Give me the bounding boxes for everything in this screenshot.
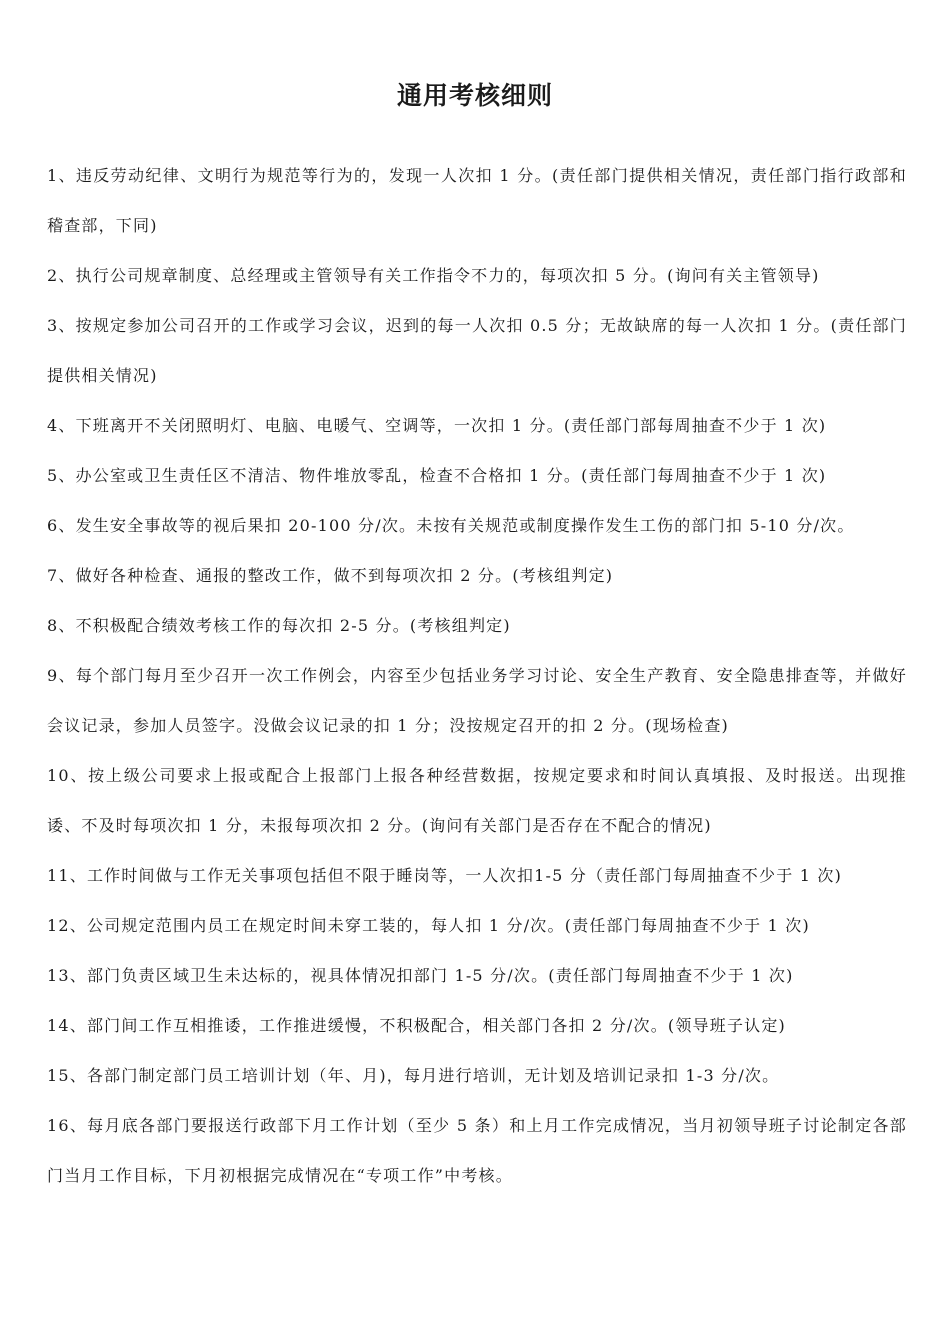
- rules-list: [47, 151, 907, 1201]
- rule-item-7: 7、做好各种检查、通报的整改工作，做不到每项次扣 2 分。(考核组判定): [47, 566, 614, 585]
- rule-item-1: 1、违反劳动纪律、文明行为规范等行为的，发现一人次扣 1 分。(责任部门提供相关情况，责任部门指行政部和稽查部，下同): [47, 166, 907, 235]
- rule-item-12: 12、公司规定范围内员工在规定时间未穿工装的，每人扣 1 分/次。(责任部门每周抽查不少于 1 次): [47, 916, 810, 935]
- rule-item-16: 16、每月底各部门要报送行政部下月工作计划（至少 5 条）和上月工作完成情况，当月初领导班子讨论制定各部门当月工作目标，下月初根据完成情况在“专项工作”中考核。: [47, 1116, 907, 1185]
- rule-item-15: 15、各部门制定部门员工培训计划（年、月)，每月进行培训，无计划及培训记录扣 1-3 分/次。: [47, 1066, 780, 1085]
- rule-item-8: 8、不积极配合绩效考核工作的每次扣 2-5 分。(考核组判定): [47, 616, 511, 635]
- rule-item-14: 14、部门间工作互相推诿，工作推进缓慢，不积极配合，相关部门各扣 2 分/次。(领导班子认定): [47, 1016, 786, 1035]
- rule-item-4: 4、下班离开不关闭照明灯、电脑、电暖气、空调等，一次扣 1 分。(责任部门部每周抽查不少于 1 次): [47, 416, 827, 435]
- rule-item-2: 2、执行公司规章制度、总经理或主管领导有关工作指令不力的，每项次扣 5 分。(询问有关主管领导): [47, 266, 820, 285]
- rule-item-9: 9、每个部门每月至少召开一次工作例会，内容至少包括业务学习讨论、安全生产教育、安全隐患排查等，并做好会议记录，参加人员签字。没做会议记录的扣 1 分；没按规定召开的扣 2 分。(现场检查): [47, 666, 907, 735]
- document-title: 通用考核细则: [396, 81, 553, 110]
- rule-item-11: 11、工作时间做与工作无关事项包括但不限于睡岗等，一人次扣1-5 分（责任部门每周抽查不少于 1 次): [47, 866, 843, 885]
- rule-item-3: 3、按规定参加公司召开的工作或学习会议，迟到的每一人次扣 0.5 分；无故缺席的每一人次扣 1 分。(责任部门提供相关情况): [47, 316, 907, 385]
- rule-item-13: 13、部门负责区域卫生未达标的，视具体情况扣部门 1-5 分/次。(责任部门每周抽查不少于 1 次): [47, 966, 794, 985]
- rule-item-10: 10、按上级公司要求上报或配合上报部门上报各种经营数据，按规定要求和时间认真填报、及时报送。出现推诿、不及时每项次扣 1 分，未报每项次扣 2 分。(询问有关部门是否存在不配合的情况): [47, 766, 907, 835]
- rule-item-6: 6、发生安全事故等的视后果扣 20-100 分/次。未按有关规范或制度操作发生工伤的部门扣 5-10 分/次。: [47, 516, 855, 535]
- rule-item-5: 5、办公室或卫生责任区不清洁、物件堆放零乱，检查不合格扣 1 分。(责任部门每周抽查不少于 1 次): [47, 466, 827, 485]
